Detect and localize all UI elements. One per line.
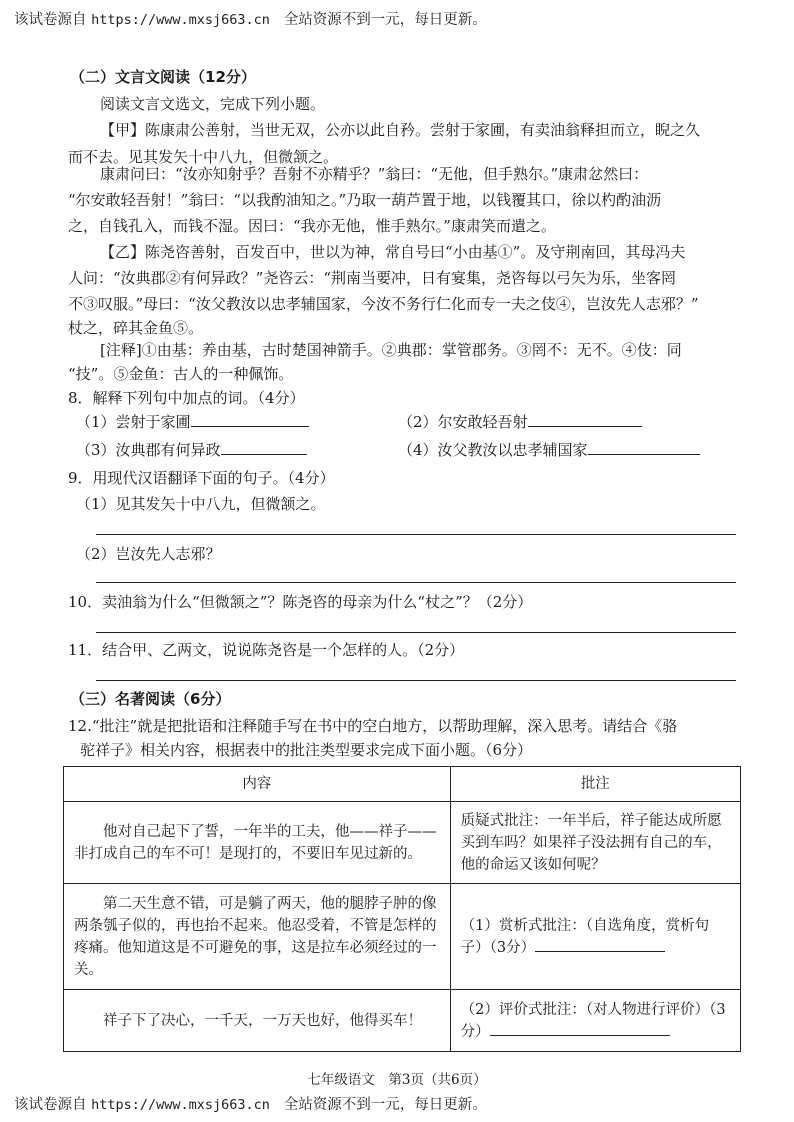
- q8-answer-2[interactable]: [528, 412, 642, 427]
- row-3-note-cell[interactable]: [450, 990, 740, 1052]
- jia-line-2: 而不去。见其发矢十中八九，但微颔之。: [68, 148, 339, 166]
- q8-item-1: [76, 412, 309, 432]
- q11-stem: 11．结合甲、乙两文，说说陈尧咨是一个怎样的人。（2分）: [68, 641, 465, 659]
- q12-line-1: 12.“批注”就是把批语和注释随手写在书中的空白地方，以帮助理解，深入思考。请结合《骆: [68, 717, 678, 735]
- row-2-content: 第二天生意不错，可是躺了两天，他的腿脖子肿的像两条瓠子似的，再也抬不起来。他忍受着，不管是怎样的疼痛。他知道这是不可避免的事，这是拉车必须经过的一关。: [64, 884, 451, 990]
- row-1-note: 质疑式批注：一年半后，祥子能达成所愿买到车吗？如果祥子没法拥有自己的车，他的命运又该如何呢？: [450, 802, 740, 884]
- notes-line-2: “技”。⑤金鱼：古人的一种佩饰。: [68, 365, 294, 383]
- section3-title: （三）名著阅读（6分）: [70, 690, 231, 708]
- q9-answer-line-2[interactable]: [96, 582, 736, 583]
- yi-line-1: 【乙】陈尧咨善射，百发百中，世以为神，常自号曰“小由基①”。及守荆南回，其母冯夫: [100, 243, 686, 261]
- q8-item-2: [398, 412, 642, 432]
- q8-item-4-text: （4）汝父教汝以忠孝辅国家: [398, 441, 588, 459]
- yi-line-2: 人问：“汝典郡②有何异政？”尧咨云：“荆南当要冲，日有宴集，尧咨每以弓矢为乐，坐客罔: [68, 269, 677, 287]
- header-note: 批注: [450, 767, 740, 802]
- q8-item-4: [398, 440, 700, 460]
- jia-line-4: “尔安敢轻吾射！”翁曰：“以我酌油知之。”乃取一葫芦置于地，以钱覆其口，徐以杓酌油沥: [68, 191, 662, 209]
- row-3-content: 祥子下了决心，一千天，一万天也好，他得买车！: [64, 990, 451, 1052]
- q12-line-2: 驼祥子》相关内容，根据表中的批注类型要求完成下面小题。（6分）: [80, 741, 533, 759]
- section2-title: （二）文言文阅读（12分）: [70, 68, 256, 86]
- q8-answer-1[interactable]: [191, 412, 309, 427]
- q8-stem: 8．解释下列句中加点的词。（4分）: [68, 389, 305, 407]
- q11-answer-line[interactable]: [96, 680, 736, 681]
- q8-item-3-text: （3）汝典郡有何异政: [76, 441, 221, 459]
- row-2-note-cell[interactable]: [450, 884, 740, 990]
- q8-item-2-text: （2）尔安敢轻吾射: [398, 413, 528, 431]
- jia-line-1: 【甲】陈康肃公善射，当世无双，公亦以此自矜。尝射于家圃，有卖油翁释担而立，睨之久: [100, 121, 701, 139]
- watermark-top: [14, 8, 487, 29]
- row-2-answer-blank[interactable]: [535, 937, 665, 952]
- q8-item-1-text: （1）尝射于家圃: [76, 413, 191, 431]
- q9-stem: 9．用现代汉语翻译下面的句子。（4分）: [68, 469, 335, 487]
- watermark-url[interactable]: https://www.mxsj663.cn: [91, 1097, 270, 1113]
- q8-answer-3[interactable]: [221, 440, 307, 455]
- row-2-note: （1）赏析式批注：（自选角度，赏析句子）（3分）: [460, 917, 710, 956]
- watermark-text-2: 全站资源不到一元，每日更新。: [283, 1097, 487, 1113]
- row-1-content: 他对自己起下了誓，一年半的工夫，他——祥子——非打成自己的车不可！是现打的，不要旧车见过新的。: [64, 802, 451, 884]
- watermark-text-2: 全站资源不到一元，每日更新。: [283, 12, 487, 28]
- page-footer: 七年级语文 第3页（共6页）: [307, 1072, 487, 1088]
- q9-sentence-1: （1）见其发矢十中八九，但微颔之。: [76, 495, 326, 513]
- watermark-bottom: [14, 1093, 487, 1114]
- table-row: [64, 802, 741, 884]
- watermark-text: 该试卷源自: [14, 12, 87, 28]
- table-header-row: [64, 767, 741, 802]
- table-row: [64, 990, 741, 1052]
- yi-line-4: 杖之，碎其金鱼⑤。: [68, 319, 204, 337]
- row-3-note: （2）评价式批注：（对人物进行评价）（3分）: [460, 1001, 726, 1040]
- watermark-url[interactable]: https://www.mxsj663.cn: [91, 12, 270, 28]
- q8-answer-4[interactable]: [588, 440, 700, 455]
- table-row: [64, 884, 741, 990]
- yi-line-3: 不③叹服。”母曰：“汝父教汝以忠孝辅国家，今汝不务行仁化而专一夫之伎④，岂汝先人志邪？”: [68, 295, 699, 313]
- row-3-answer-blank[interactable]: [490, 1021, 670, 1036]
- q10-answer-line[interactable]: [96, 632, 736, 633]
- q8-item-3: [76, 440, 307, 460]
- jia-line-3: 康肃问曰：“汝亦知射乎？吾射不亦精乎？”翁曰：“无他，但手熟尔。”康肃忿然曰：: [100, 165, 649, 183]
- header-content: 内容: [64, 767, 451, 802]
- section2-instruction: 阅读文言文选文，完成下列小题。: [100, 95, 326, 113]
- q10-stem: 10．卖油翁为什么“但微颔之”？陈尧咨的母亲为什么“杖之”？（2分）: [68, 593, 533, 611]
- annotation-table: [63, 766, 741, 1052]
- q9-answer-line-1[interactable]: [96, 534, 736, 535]
- watermark-text: 该试卷源自: [14, 1097, 87, 1113]
- notes-line-1: [注释]①由基：养由基，古时楚国神箭手。②典郡：掌管郡务。③罔不：无不。④伎：同: [100, 341, 682, 359]
- jia-line-5: 之，自钱孔入，而钱不湿。因曰：“我亦无他，惟手熟尔。”康肃笑而遣之。: [68, 217, 556, 235]
- q9-sentence-2: （2）岂汝先人志邪？: [76, 545, 221, 563]
